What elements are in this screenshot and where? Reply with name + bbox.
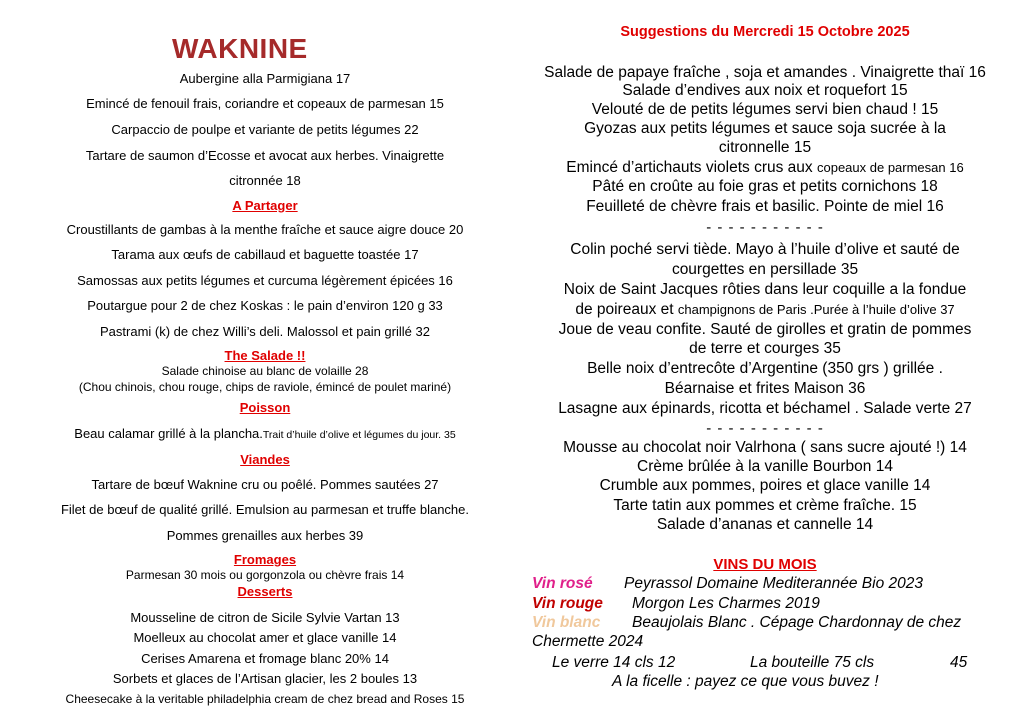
- menu-item-detail: Trait d’huile d’olive et légumes du jour. 35: [262, 429, 456, 441]
- menu-item: Cheesecake à la veritable philadelphia cream de chez bread and Roses 15: [65, 692, 465, 706]
- menu-item: Emincé de fenouil frais, coriandre et copeaux de parmesan 15: [86, 96, 444, 111]
- suggestion-item: Feuilleté de chèvre frais et basilic. Pointe de miel 16: [586, 198, 944, 215]
- menu-item: Pastrami (k) de chez Willi’s deli. Malossol et pain grillé 32: [100, 324, 430, 339]
- menu-item: Filet de bœuf de qualité grillé. Emulsion au parmesan et truffe blanche.: [60, 502, 470, 517]
- suggestion-dessert: Crumble aux pommes, poires et glace vanille 14: [599, 477, 931, 494]
- wine-blanc-name: Beaujolais Blanc . Cépage Chardonnay de chez: [632, 614, 962, 631]
- suggestions-title: Suggestions du Mercredi 15 Octobre 2025: [620, 24, 910, 40]
- suggestion-detail: copeaux de parmesan 16: [816, 160, 964, 175]
- menu-item: Carpaccio de poulpe et variante de petits légumes 22: [111, 122, 419, 137]
- suggestion-item: Gyozas aux petits légumes et sauce soja sucrée à la: [584, 120, 946, 137]
- wine-ficelle: A la ficelle : payez ce que vous buvez !: [612, 673, 879, 690]
- menu-item: Samossas aux petits légumes et curcuma légèrement épicées 16: [77, 273, 453, 288]
- menu-item: citronnée 18: [229, 173, 301, 188]
- suggestion-dessert: Mousse au chocolat noir Valrhona ( sans sucre ajouté !) 14: [563, 439, 967, 456]
- menu-item: Sorbets et glaces de l’Artisan glacier, les 2 boules 13: [112, 671, 418, 686]
- restaurant-name: WAKNINE: [172, 33, 308, 64]
- menu-item: Aubergine alla Parmigiana 17: [179, 71, 351, 86]
- menu-item: Croustillants de gambas à la menthe fraîche et sauce aigre douce 20: [66, 222, 464, 237]
- wines-heading: VINS DU MOIS: [713, 556, 817, 573]
- section-heading-salade: The Salade !!: [224, 348, 306, 363]
- suggestion-item: Salade de papaye fraîche , soja et amandes . Vinaigrette thaï 16: [544, 64, 986, 81]
- menu-item: Moelleux au chocolat amer et glace vanille 14: [133, 630, 397, 645]
- suggestion-item: de terre et courges 35: [689, 340, 841, 357]
- wine-blanc-label: Vin blanc: [532, 614, 601, 631]
- suggestion-item: [520, 301, 1010, 319]
- menu-item: Parmesan 30 mois ou gorgonzola ou chèvre frais 14: [125, 568, 405, 582]
- menu-item-note: (Chou chinois, chou rouge, chips de raviole, émincé de poulet mariné): [78, 380, 452, 394]
- section-heading-fromages: Fromages: [233, 552, 297, 567]
- price-bottle: La bouteille 75 cls: [750, 654, 875, 671]
- suggestion-item: Lasagne aux épinards, ricotta et béchamel . Salade verte 27: [558, 400, 972, 417]
- menu-item: Mousseline de citron de Sicile Sylvie Vartan 13: [130, 610, 400, 625]
- suggestion-item: Salade d’endives aux noix et roquefort 15: [622, 82, 908, 99]
- wine-rouge-name: Morgon Les Charmes 2019: [632, 595, 820, 612]
- menu-item-main: Beau calamar grillé à la plancha.: [74, 426, 263, 441]
- menu-item: [28, 426, 502, 443]
- suggestion-item: Noix de Saint Jacques rôties dans leur coquille a la fondue: [563, 281, 967, 298]
- wine-rouge-label: Vin rouge: [532, 595, 603, 612]
- wine-blanc: [532, 613, 1002, 632]
- price-glass: Le verre 14 cls 12: [552, 654, 676, 671]
- suggestion-item: Velouté de de petits légumes servi bien chaud ! 15: [591, 101, 939, 118]
- suggestion-item: Pâté en croûte au foie gras et petits cornichons 18: [592, 178, 938, 195]
- section-heading-partager: A Partager: [232, 198, 298, 213]
- wine-blanc-continued: Chermette 2024: [532, 633, 644, 650]
- menu-item: Tartare de saumon d’Ecosse et avocat aux herbes. Vinaigrette: [85, 148, 445, 163]
- wine-prices: [552, 653, 1022, 672]
- price-bottle-value: 45: [950, 654, 968, 671]
- suggestion-main: Emincé d’artichauts violets crus aux: [566, 159, 817, 176]
- suggestion-item: Colin poché servi tiède. Mayo à l’huile d’olive et sauté de: [570, 241, 960, 258]
- wine-rouge: [532, 594, 1002, 613]
- suggestion-item: courgettes en persillade 35: [671, 261, 859, 278]
- wine-rose-name: Peyrassol Domaine Mediterannée Bio 2023: [624, 575, 923, 592]
- section-heading-poisson: Poisson: [239, 400, 291, 415]
- suggestion-item: [520, 159, 1010, 177]
- menu-item: Pommes grenailles aux herbes 39: [166, 528, 364, 543]
- wine-rose: [532, 574, 1002, 593]
- suggestion-item: Joue de veau confite. Sauté de girolles et gratin de pommes: [558, 321, 972, 338]
- suggestion-main: de poireaux et: [575, 301, 678, 318]
- menu-item: Cerises Amarena et fromage blanc 20% 14: [141, 651, 389, 666]
- suggestion-item: citronnelle 15: [718, 139, 812, 156]
- menu-item: Tartare de bœuf Waknine cru ou poêlé. Pommes sautées 27: [91, 477, 439, 492]
- suggestion-dessert: Salade d’ananas et cannelle 14: [656, 516, 874, 533]
- menu-item: Tarama aux œufs de cabillaud et baguette toastée 17: [111, 247, 419, 262]
- section-heading-desserts: Desserts: [237, 584, 293, 599]
- menu-item: Salade chinoise au blanc de volaille 28: [161, 364, 369, 378]
- suggestion-item: Belle noix d’entrecôte d’Argentine (350 grs ) grillée .: [587, 360, 943, 377]
- section-separator: - - - - - - - - - - -: [706, 420, 824, 437]
- suggestion-dessert: Crème brûlée à la vanille Bourbon 14: [637, 458, 893, 475]
- suggestion-detail: champignons de Paris .Purée à l’huile d’olive 37: [677, 302, 955, 317]
- wine-rose-label: Vin rosé: [532, 575, 593, 592]
- menu-item: Poutargue pour 2 de chez Koskas : le pain d’environ 120 g 33: [87, 298, 443, 313]
- section-separator: - - - - - - - - - - -: [706, 219, 824, 236]
- section-heading-viandes: Viandes: [240, 452, 290, 467]
- suggestion-dessert: Tarte tatin aux pommes et crème fraîche. 15: [613, 497, 917, 514]
- suggestion-item: Béarnaise et frites Maison 36: [664, 380, 866, 397]
